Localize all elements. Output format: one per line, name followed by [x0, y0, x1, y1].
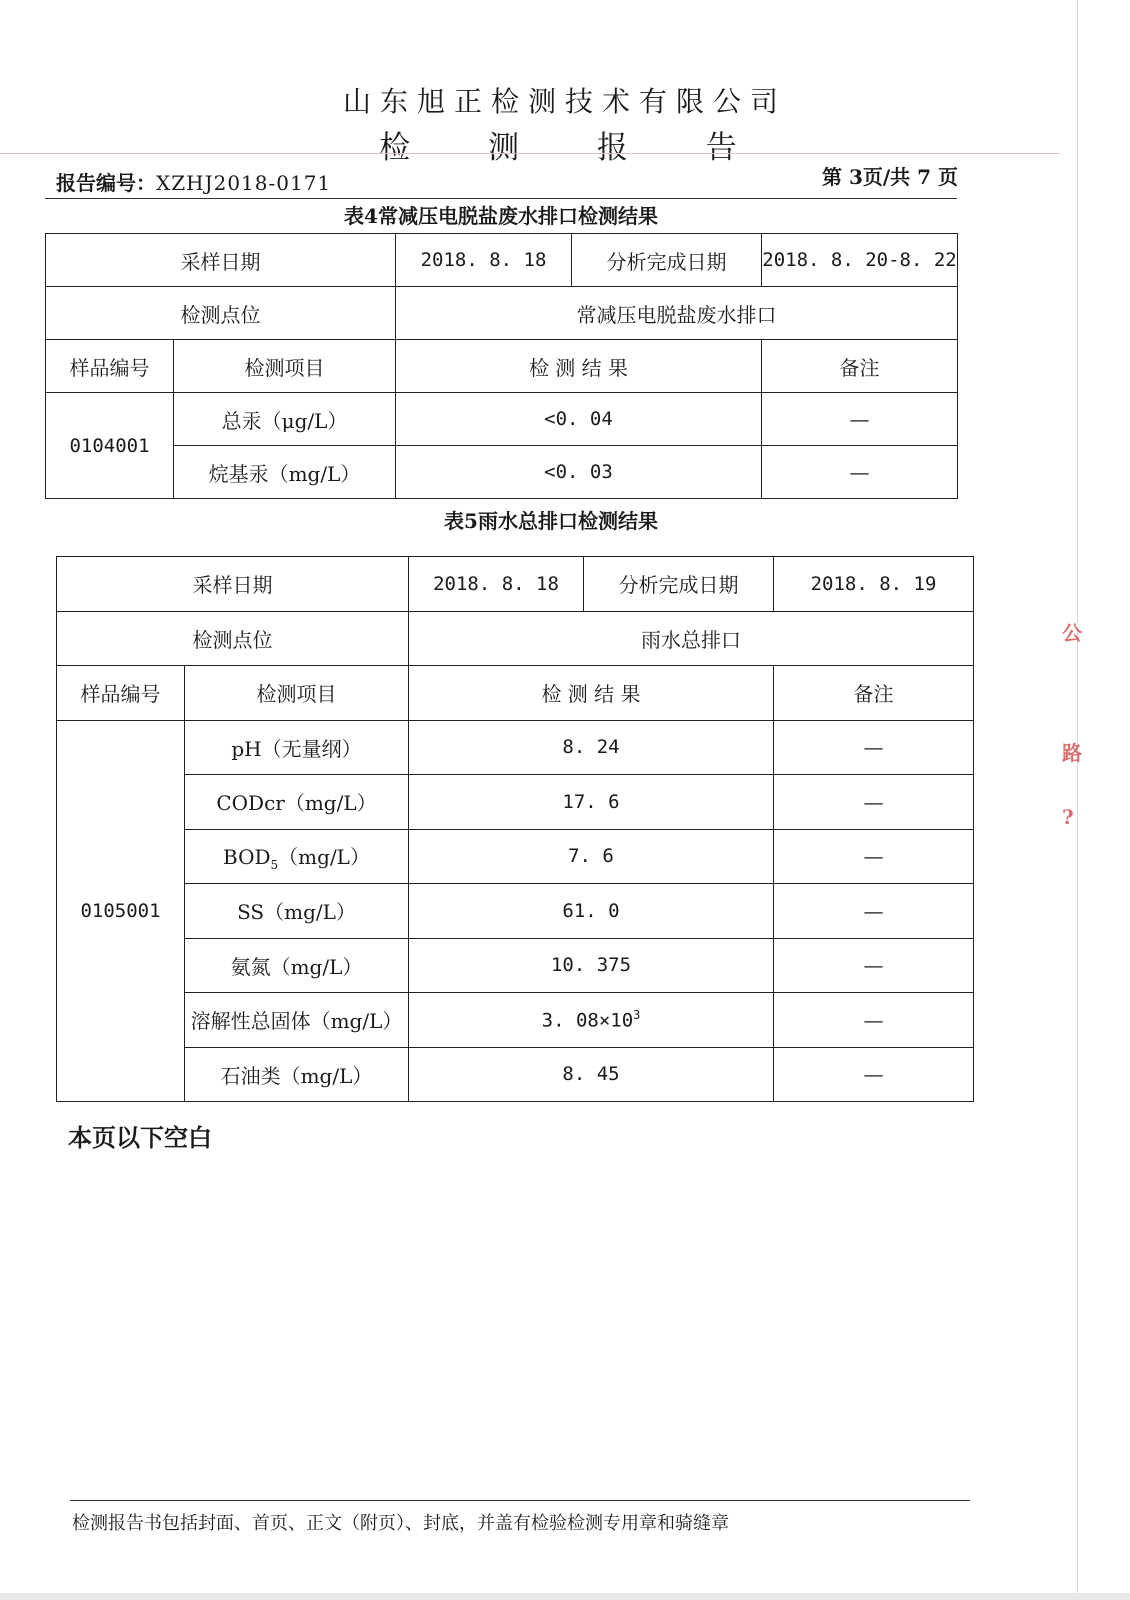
- table-row: [46, 287, 958, 340]
- report-title: 检 测 报 告: [379, 130, 771, 166]
- analysis-date-value: 2018. 8. 19: [774, 557, 974, 612]
- result-value: 8. 24: [409, 720, 774, 775]
- location-label: 检测点位: [57, 611, 409, 666]
- remark: —: [774, 1047, 974, 1102]
- item-name: pH（无量纲）: [185, 720, 409, 775]
- result-value: <0. 04: [396, 393, 762, 446]
- sampling-date-label: 采样日期: [57, 557, 409, 612]
- remark: —: [774, 884, 974, 939]
- sample-no: 0105001: [57, 720, 185, 1102]
- table-row: [57, 829, 974, 884]
- table-row: [57, 775, 974, 830]
- remark: —: [762, 446, 958, 499]
- item-name: 烷基汞（mg/L）: [174, 446, 396, 499]
- remark: —: [762, 393, 958, 446]
- remark: —: [774, 829, 974, 884]
- report-number: [56, 167, 331, 196]
- page-indicator: 第 3页/共 7 页: [822, 165, 959, 189]
- table5: [56, 556, 974, 1102]
- item-name: 氨氮（mg/L）: [185, 938, 409, 993]
- result-value: 61. 0: [409, 884, 774, 939]
- table4: [45, 233, 958, 499]
- item-name: 溶解性总固体（mg/L）: [185, 993, 409, 1048]
- report-number-label: 报告编号：: [56, 171, 156, 195]
- sampling-date-value: 2018. 8. 18: [409, 557, 584, 612]
- table-row: [57, 993, 974, 1048]
- item-subscript: 5: [270, 857, 279, 872]
- analysis-date-label: 分析完成日期: [584, 557, 774, 612]
- item-suffix: （mg/L）: [278, 844, 370, 869]
- footer-note: 检测报告书包括封面、首页、正文（附页）、封底，并盖有检验检测专用章和骑缝章: [72, 1513, 729, 1534]
- table-row: [57, 720, 974, 775]
- scan-bottom-edge: [0, 1593, 1130, 1600]
- header-divider: [0, 153, 1060, 154]
- table-row: [46, 340, 958, 393]
- footer-divider: [70, 1500, 970, 1501]
- table4-caption: 表4常减压电脱盐废水排口检测结果: [344, 204, 658, 228]
- location-value: 雨水总排口: [409, 611, 974, 666]
- table-row: [57, 557, 974, 612]
- caption-rule: [45, 198, 957, 199]
- table-row: [46, 393, 958, 446]
- remark: —: [774, 938, 974, 993]
- analysis-date-value: 2018. 8. 20-8. 22: [762, 234, 958, 287]
- result-value: <0. 03: [396, 446, 762, 499]
- sampling-date-value: 2018. 8. 18: [396, 234, 572, 287]
- item-name: [185, 829, 409, 884]
- result-value: 17. 6: [409, 775, 774, 830]
- result-value: 8. 45: [409, 1047, 774, 1102]
- company-name: 山东旭正检测技术有限公司: [342, 85, 787, 118]
- seam-stamp-fragment-1: 公: [1062, 621, 1082, 645]
- remark: —: [774, 993, 974, 1048]
- result-mantissa: 3. 08×10: [541, 1009, 634, 1032]
- col-remark: 备注: [762, 340, 958, 393]
- col-remark: 备注: [774, 666, 974, 721]
- location-value: 常减压电脱盐废水排口: [396, 287, 958, 340]
- item-name: CODcr（mg/L）: [185, 775, 409, 830]
- item-name: 石油类（mg/L）: [185, 1047, 409, 1102]
- table-row: [57, 1047, 974, 1102]
- col-item: 检测项目: [174, 340, 396, 393]
- analysis-date-label: 分析完成日期: [572, 234, 762, 287]
- table-row: [46, 234, 958, 287]
- col-item: 检测项目: [185, 666, 409, 721]
- result-value: 7. 6: [409, 829, 774, 884]
- page-edge-line: [1077, 0, 1078, 1600]
- blank-page-note: 本页以下空白: [68, 1123, 212, 1152]
- result-exponent: 3: [633, 1008, 641, 1023]
- item-prefix: BOD: [223, 844, 271, 869]
- remark: —: [774, 720, 974, 775]
- result-value: 10. 375: [409, 938, 774, 993]
- item-name: 总汞（μg/L）: [174, 393, 396, 446]
- remark: —: [774, 775, 974, 830]
- table-row: [57, 938, 974, 993]
- table-row: [57, 884, 974, 939]
- col-result: 检 测 结 果: [396, 340, 762, 393]
- table-row: [46, 446, 958, 499]
- result-value: [409, 993, 774, 1048]
- report-number-value: XZHJ2018-0171: [156, 171, 332, 195]
- table-row: [57, 666, 974, 721]
- col-sample-no: 样品编号: [46, 340, 174, 393]
- col-result: 检 测 结 果: [409, 666, 774, 721]
- table5-caption: 表5雨水总排口检测结果: [444, 509, 658, 533]
- sampling-date-label: 采样日期: [46, 234, 396, 287]
- item-name: SS（mg/L）: [185, 884, 409, 939]
- table-row: [57, 611, 974, 666]
- seam-stamp-fragment-3: ?: [1062, 805, 1074, 829]
- col-sample-no: 样品编号: [57, 666, 185, 721]
- sample-no: 0104001: [46, 393, 174, 499]
- location-label: 检测点位: [46, 287, 396, 340]
- seam-stamp-fragment-2: 路: [1062, 741, 1082, 765]
